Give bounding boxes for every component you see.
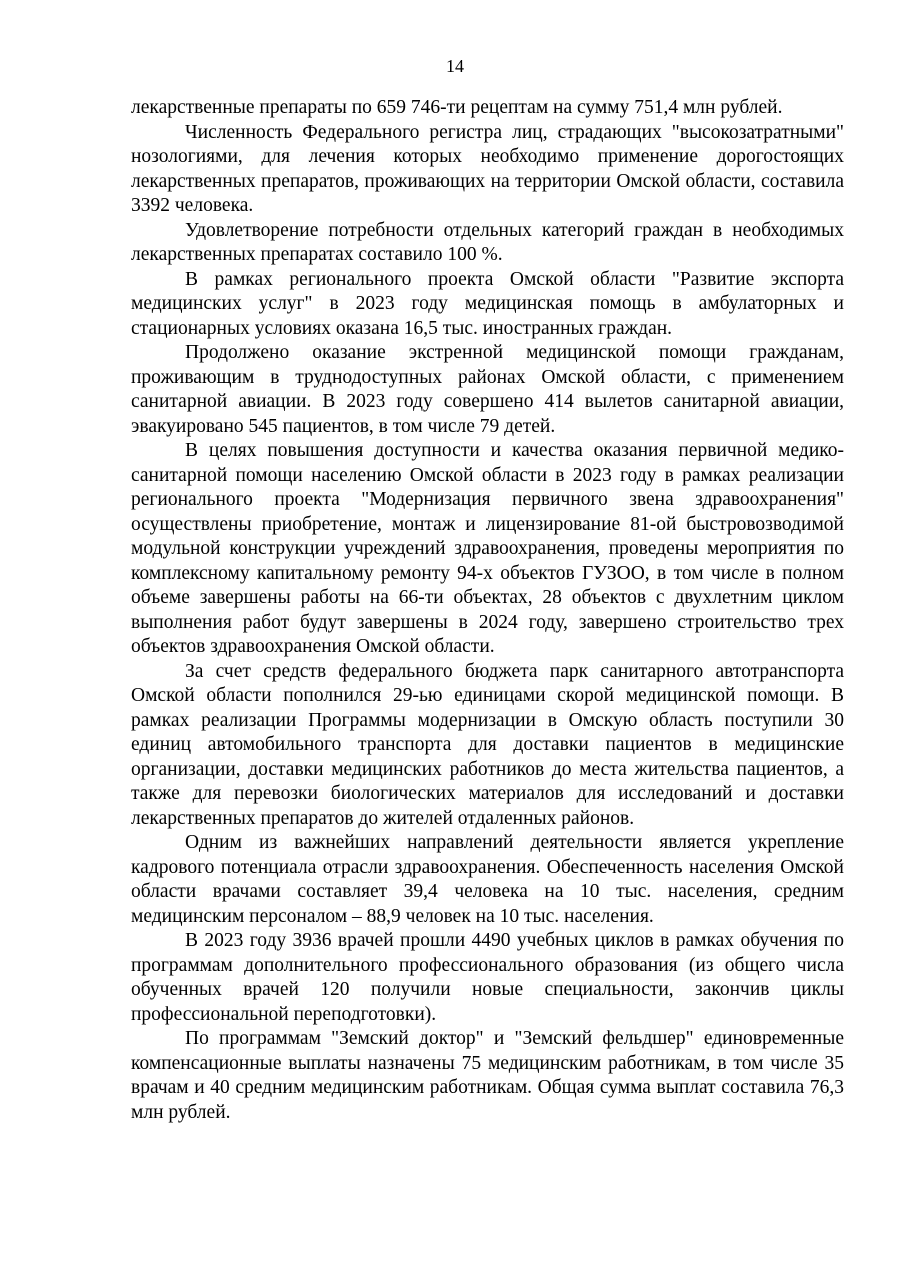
paragraph-staffing: Одним из важнейших направлений деятельности является укрепление кадрового потенциала отрасли здравоохранения. Обеспеченность населения Омской области врачами составляет 39,4 человека на 10 тыс. населения, средним медицинским персоналом – 88,9 человек на 10 тыс. населения.	[131, 832, 844, 927]
paragraph-primary-care-modernization: В целях повышения доступности и качества оказания первичной медико-санитарной помощи населению Омской области в 2023 году в рамках реализации регионального проекта "Модернизация первичного звена здравоохранения" осуществлены приобретение, монтаж и лицензирование 81-ой быстровозводимой модульной конструкции учреждений здравоохранения, проведены мероприятия по комплексному капитальному ремонту 94-х объектов ГУЗОО, в том числе в полном объеме завершены работы на 66-ти объектах, 28 объектов с двухлетним циклом выполнения работ будут завершены в 2024 году, завершено строительство трех объектов здравоохранения Омской области.	[131, 440, 844, 657]
page-number: 14	[446, 56, 464, 76]
paragraph-training: В 2023 году 3936 врачей прошли 4490 учебных циклов в рамках обучения по программам дополнительного профессионального образования (из общего числа обученных врачей 120 получили новые специальности, закончив циклы профессиональной переподготовки).	[131, 930, 844, 1025]
paragraph-prescriptions-continuation: лекарственные препараты по 659 746-ти рецептам на сумму 751,4 млн рублей.	[131, 97, 783, 118]
paragraph-air-ambulance: Продолжено оказание экстренной медицинской помощи гражданам, проживающим в труднодоступных районах Омской области, с применением санитарной авиации. В 2023 году совершено 414 вылетов санитарной авиации, эвакуировано 545 пациентов, в том числе 79 детей.	[131, 342, 844, 437]
paragraph-federal-register: Численность Федерального регистра лиц, страдающих "высокозатратными" нозологиями, для лечения которых необходимо применение дорогостоящих лекарственных препаратов, проживающих на территории Омской области, составила 3392 человека.	[131, 121, 844, 216]
paragraph-drug-needs: Удовлетворение потребности отдельных категорий граждан в необходимых лекарственных препаратах составило 100 %.	[131, 219, 844, 265]
document-body	[131, 96, 844, 1125]
paragraph-ambulance-fleet: За счет средств федерального бюджета парк санитарного автотранспорта Омской области пополнился 29-ью единицами скорой медицинской помощи. В рамках реализации Программы модернизации в Омскую область поступили 30 единиц автомобильного транспорта для доставки пациентов в медицинские организации, доставки медицинских работников до места жительства пациентов, а также для перевозки биологических материалов для исследований и доставки лекарственных препаратов до жителей отдаленных районов.	[131, 660, 844, 829]
paragraph-zemsky-programs: По программам "Земский доктор" и "Земский фельдшер" единовременные компенсационные выплаты назначены 75 медицинским работникам, в том числе 35 врачам и 40 средним медицинским работникам. Общая сумма выплат составила 76,3 млн рублей.	[131, 1028, 844, 1123]
paragraph-medical-export: В рамках регионального проекта Омской области "Развитие экспорта медицинских услуг" в 2023 году медицинская помощь в амбулаторных и стационарных условиях оказана 16,5 тыс. иностранных граждан.	[131, 268, 844, 339]
